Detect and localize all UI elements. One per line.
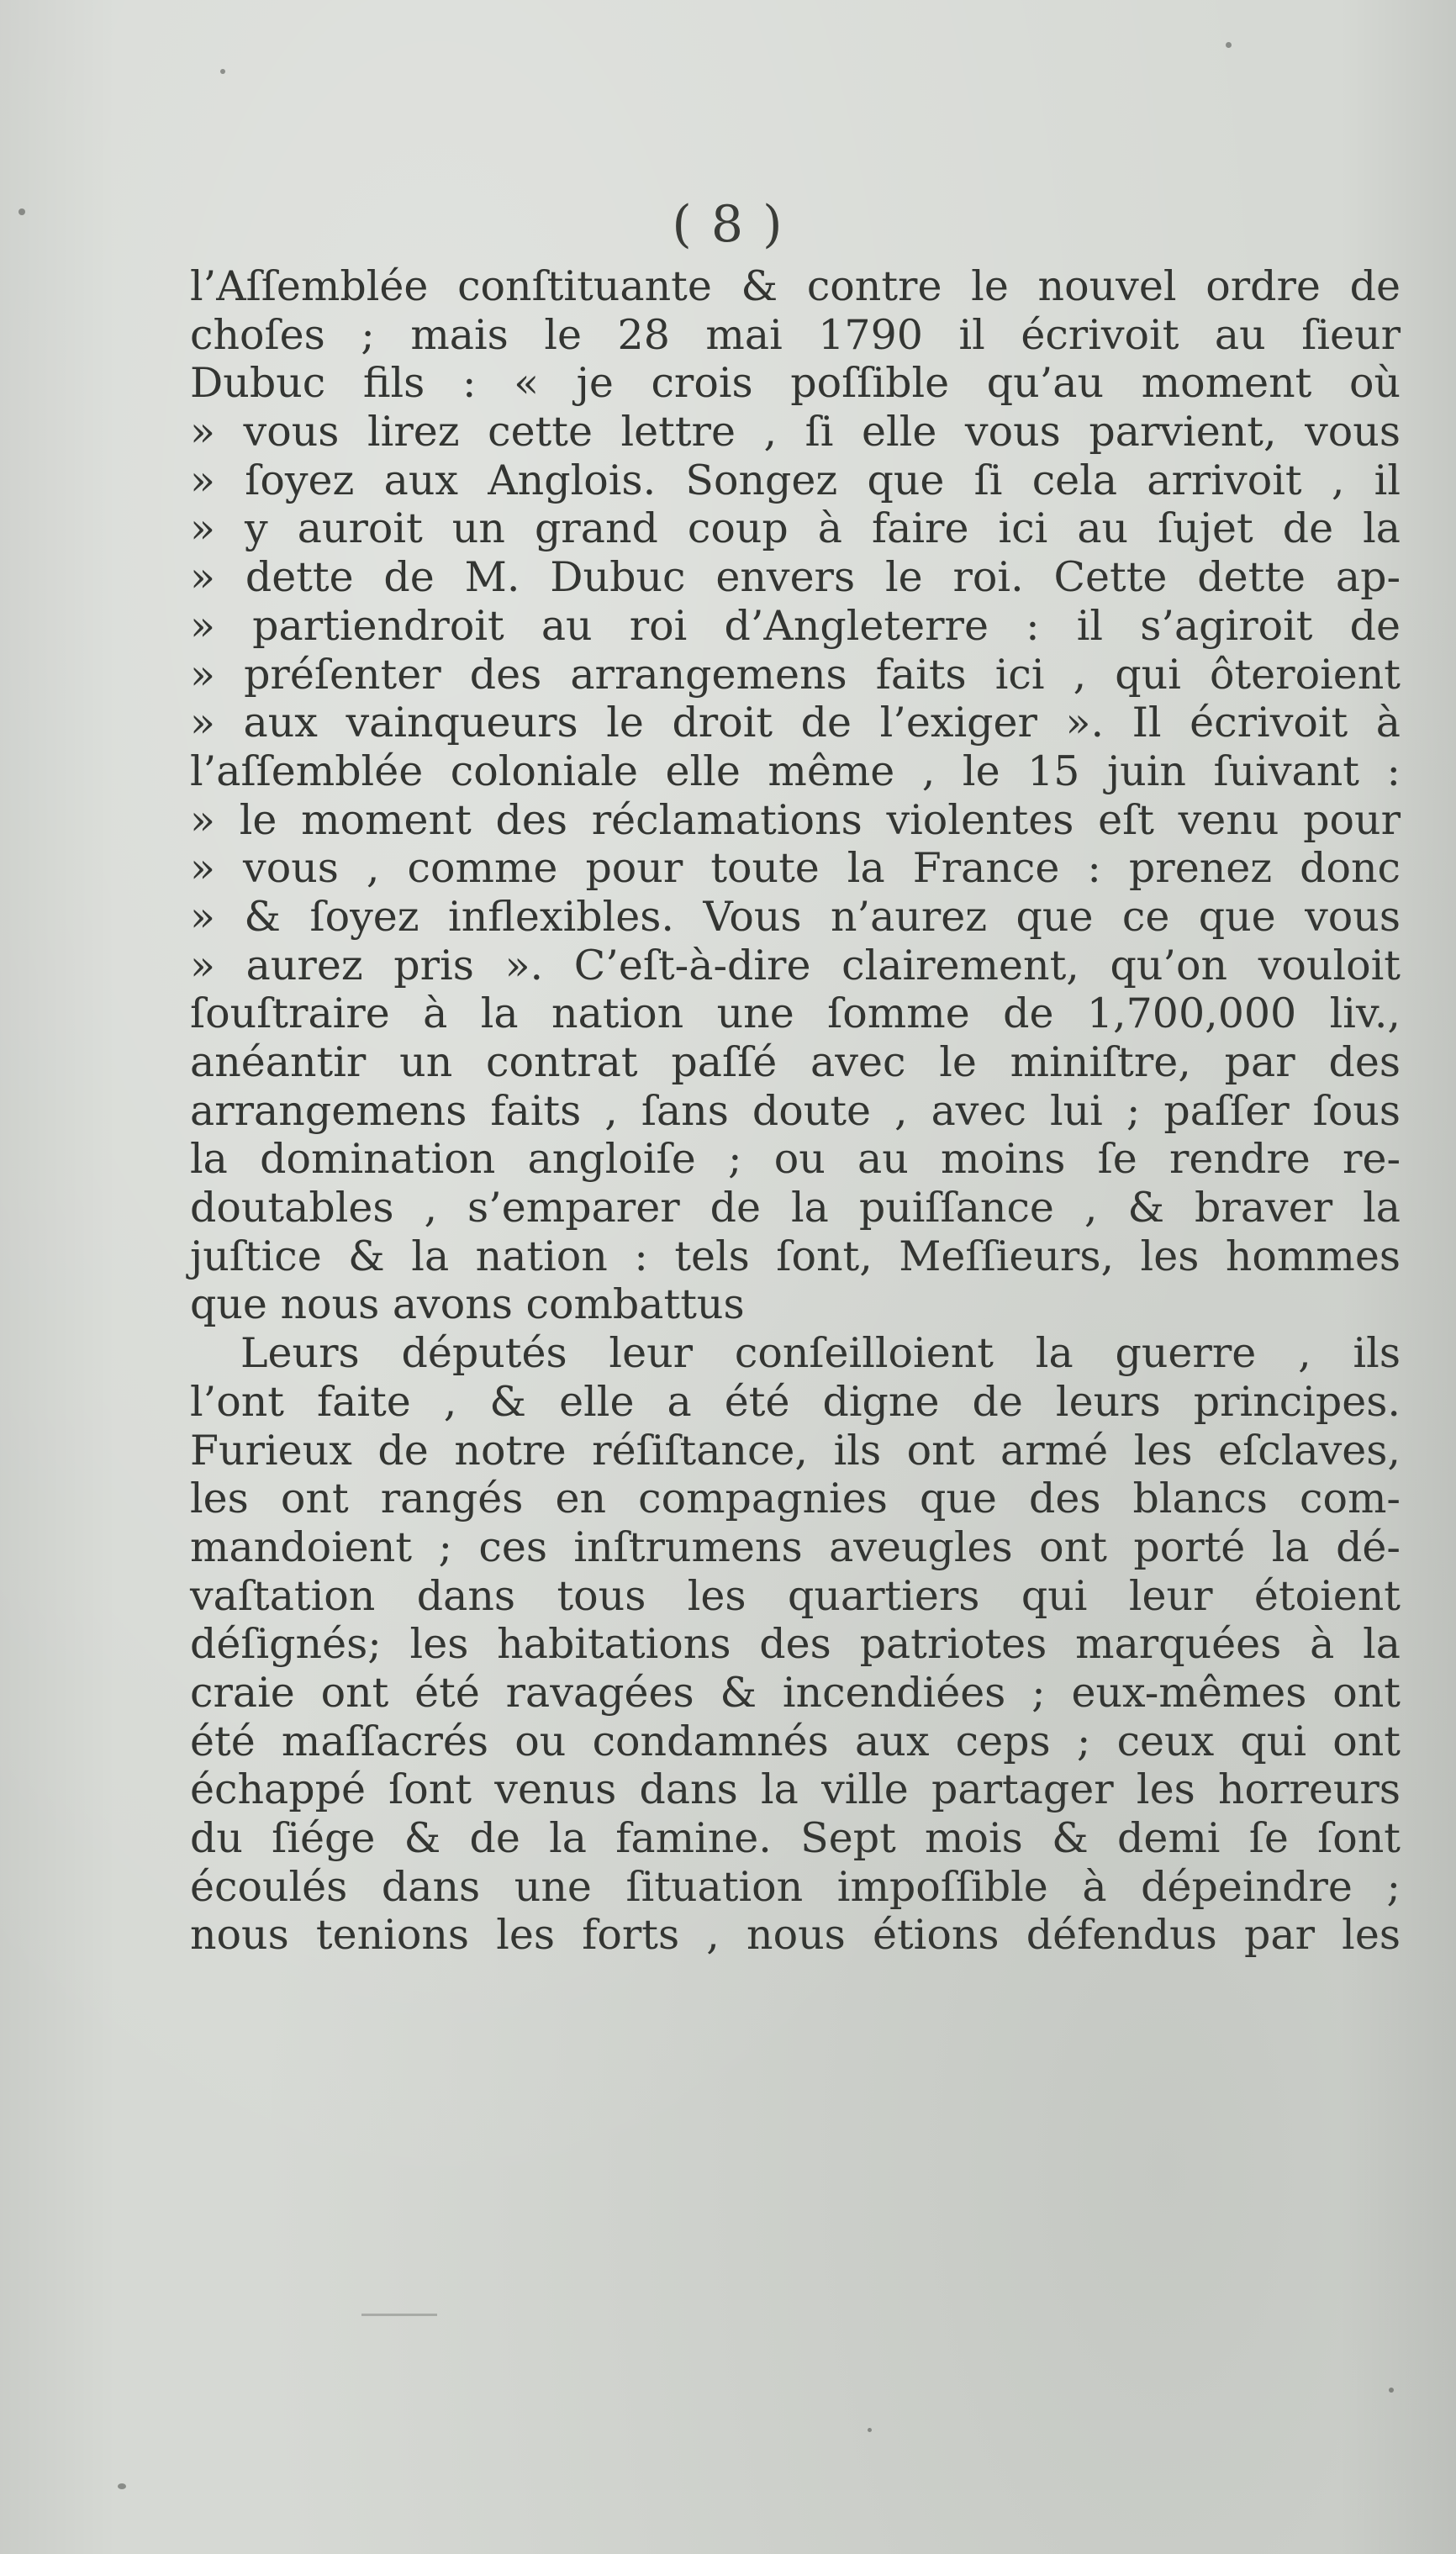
paper-speck [1226, 42, 1232, 48]
text-line: l’Aſſemblée conſtituante & contre le nouvel ordre de [190, 262, 1401, 310]
text-line: que nous avons combattus [190, 1280, 745, 1329]
text-line: du ſiége & de la famine. Sept mois & demi ſe ſont [190, 1814, 1401, 1862]
text-line: arrangemens faits , ſans doute , avec lui ; paſſer ſous [190, 1086, 1401, 1135]
text-line: » vous lirez cette lettre , ſi elle vous parvient, vous [190, 408, 1401, 456]
paper-speck [18, 208, 25, 215]
text-line: choſes ; mais le 28 mai 1790 il écrivoit au ſieur [190, 310, 1401, 359]
ink-stroke-mark [361, 2314, 437, 2316]
text-line: » vous , comme pour toute la France : prenez donc [190, 844, 1401, 893]
text-line: déſignés; les habitations des patriotes marquées à la [190, 1620, 1401, 1669]
paper-speck [1389, 2388, 1394, 2393]
text-line: la domination angloiſe ; ou au moins ſe rendre re- [190, 1135, 1401, 1184]
body-text [190, 262, 1401, 1960]
text-line: juſtice & la nation : tels ſont, Meſſieurs, les hommes [190, 1232, 1401, 1280]
paper-speck [118, 2483, 126, 2489]
text-line: mandoient ; ces inſtrumens aveugles ont porté la dé- [190, 1522, 1401, 1571]
text-line: les ont rangés en compagnies que des blancs com- [190, 1475, 1401, 1523]
text-line: » & ſoyez inflexibles. Vous n’aurez que ce que vous [190, 892, 1401, 941]
text-line: » aux vainqueurs le droit de l’exiger ». Il écrivoit à [190, 699, 1401, 747]
text-line: » ſoyez aux Anglois. Songez que ſi cela arrivoit , il [190, 456, 1401, 504]
text-line: écoulés dans une ſituation impoſſible à dépeindre ; [190, 1862, 1401, 1911]
text-line: » partiendroit au roi d’Angleterre : il s’agiroit de [190, 601, 1401, 650]
text-line: » aurez pris ». C’eſt-à-dire clairement, qu’on vouloit [190, 941, 1401, 989]
paper-speck [868, 2428, 872, 2432]
text-line: Dubuc fils : « je crois poſſible qu’au moment où [190, 359, 1401, 408]
text-line: » y auroit un grand coup à faire ici au ſujet de la [190, 504, 1401, 553]
paragraph-start-line: Leurs députés leur conſeilloient la guerre , ils [240, 1329, 1401, 1378]
paper-speck [220, 69, 225, 74]
page-number: ( 8 ) [672, 195, 784, 254]
text-line: échappé ſont venus dans la ville partager les horreurs [190, 1765, 1401, 1814]
text-line: ſouſtraire à la nation une ſomme de 1,700,000 liv., [190, 989, 1401, 1038]
text-line: vaſtation dans tous les quartiers qui leur étoient [190, 1571, 1401, 1620]
text-line: craie ont été ravagées & incendiées ; eux-mêmes ont [190, 1668, 1401, 1717]
text-line: » préſenter des arrangemens faits ici , qui ôteroient [190, 650, 1401, 699]
text-line: nous tenions les forts , nous étions défendus par les [190, 1911, 1401, 1960]
text-line: doutables , s’emparer de la puiſſance , & braver la [190, 1184, 1401, 1232]
text-line: anéantir un contrat paſſé avec le miniſtre, par des [190, 1038, 1401, 1086]
text-line: Furieux de notre réſiſtance, ils ont armé les eſclaves, [190, 1426, 1401, 1475]
text-line: l’ont faite , & elle a été digne de leurs principes. [190, 1377, 1401, 1426]
text-line: » dette de M. Dubuc envers le roi. Cette dette ap- [190, 553, 1401, 602]
text-line: été maſſacrés ou condamnés aux ceps ; ceux qui ont [190, 1717, 1401, 1765]
text-line: » le moment des réclamations violentes eſt venu pour [190, 795, 1401, 844]
text-line: l’aſſemblée coloniale elle même , le 15 juin ſuivant : [190, 747, 1401, 795]
